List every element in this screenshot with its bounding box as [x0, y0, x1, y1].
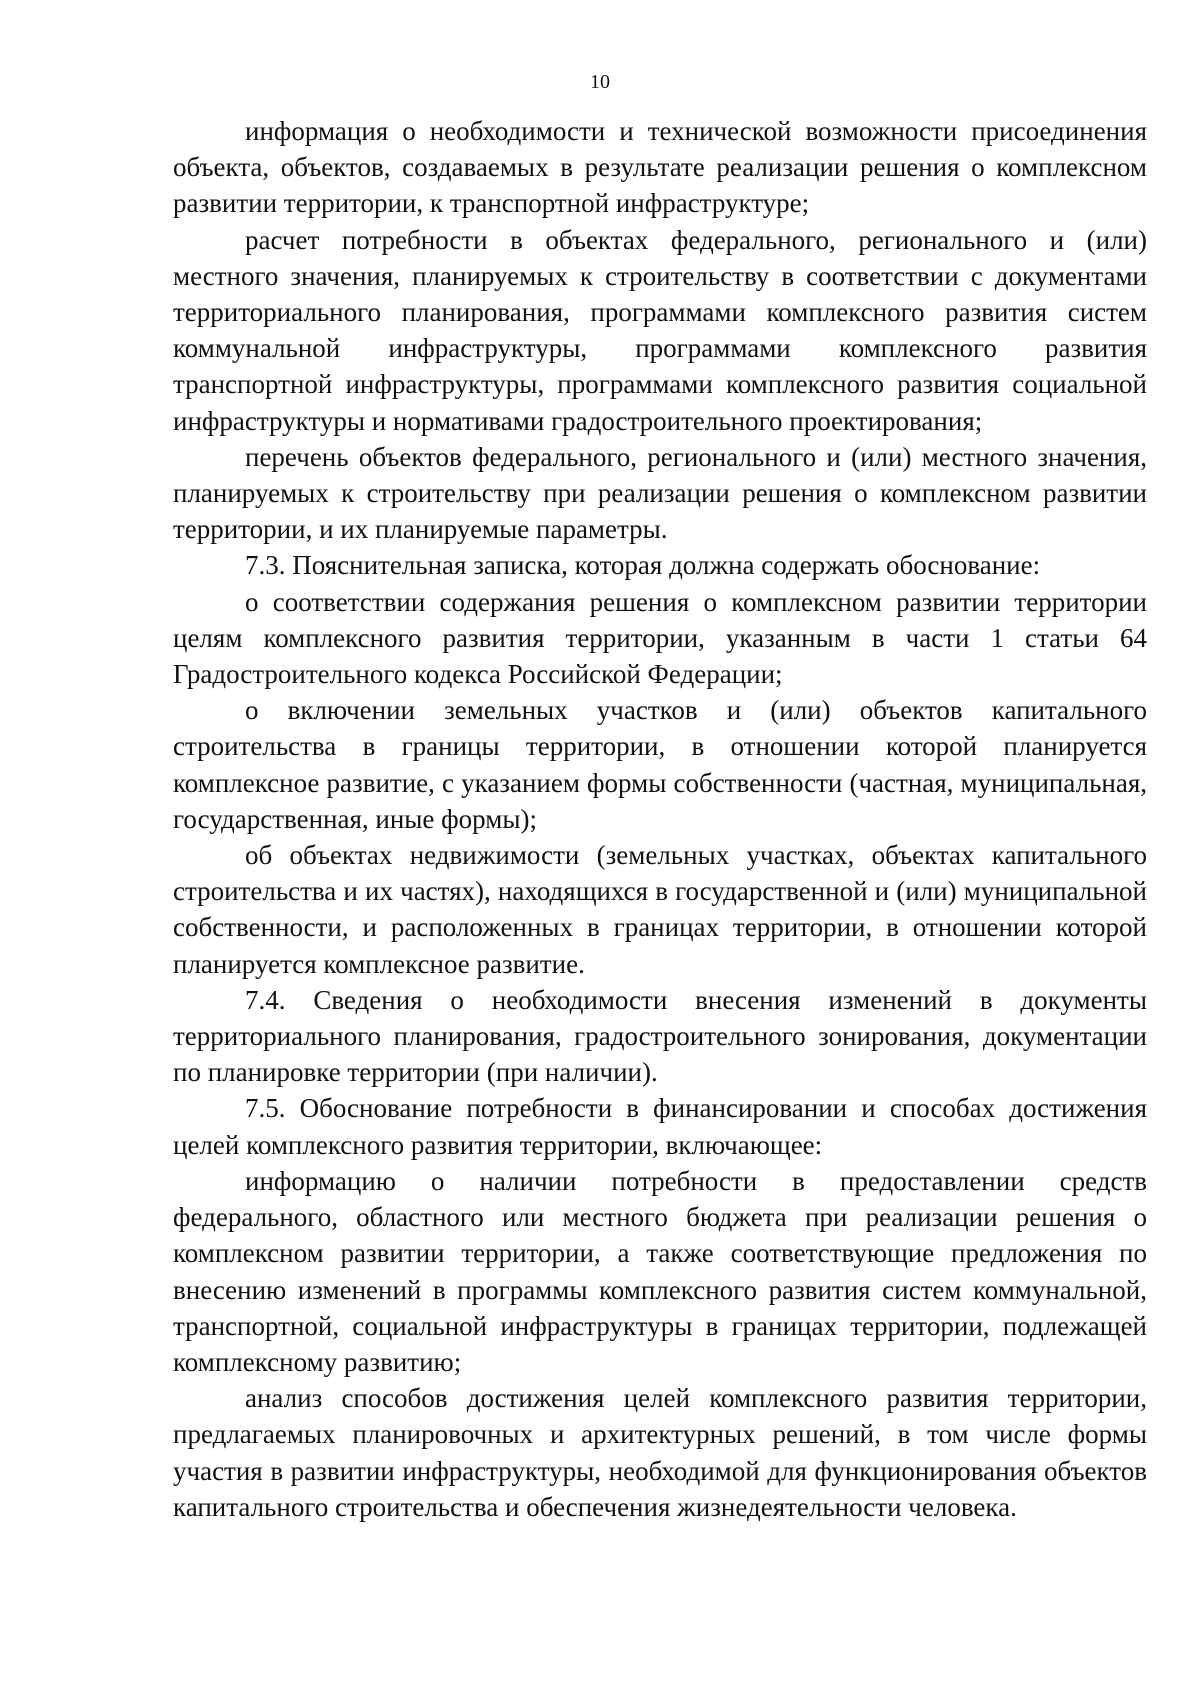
paragraph: о соответствии содержания решения о комплексном развитии территории целям комплексного развития территории, указанным в части 1 статьи 64 Градостроительного кодекса Российской Федерации;: [173, 586, 1147, 690]
page-number: 10: [590, 71, 610, 93]
paragraph: информацию о наличии потребности в предоставлении средств федерального, областного или местного бюджета при реализации решения о комплексном развитии территории, а также соответствующие предложения по внесению изменений в программы комплексного развития систем коммунальной, транспортной, социальной инфраструктуры в границах территории, подлежащей комплексному развитию;: [173, 1165, 1147, 1377]
paragraph-section-7-3: 7.3. Пояснительная записка, которая должна содержать обоснование:: [245, 550, 1041, 581]
paragraph: информация о необходимости и технической возможности присоединения объекта, объектов, создаваемых в результате реализации решения о комплексном развитии территории, к транспортной инфраструктуре;: [173, 116, 1147, 219]
paragraph-section-7-5: 7.5. Обоснование потребности в финансировании и способах достижения целей комплексного развития территории, включающее:: [173, 1093, 1147, 1160]
paragraph: перечень объектов федерального, регионального и (или) местного значения, планируемых к строительству при реализации решения о комплексном развитии территории, и их планируемые параметры.: [173, 441, 1147, 545]
paragraph-section-7-4: 7.4. Сведения о необходимости внесения изменений в документы территориального планирования, градостроительного зонирования, документации по планировке территории (при наличии).: [173, 984, 1147, 1088]
paragraph: об объектах недвижимости (земельных участках, объектах капитального строительства и их частях), находящихся в государственной и (или) муниципальной собственности, и расположенных в границах территории, в отношении которой планируется комплексное развитие.: [173, 840, 1147, 979]
paragraph: расчет потребности в объектах федерального, регионального и (или) местного значения, планируемых к строительству в соответствии с документами территориального планирования, программами комплексного развития систем коммунальной инфраструктуры, программами комплексного развития транспортной инфраструктуры, программами комплексного развития социальной инфраструктуры и нормативами градостроительного проектирования;: [173, 224, 1147, 436]
document-body: [173, 113, 1147, 1525]
paragraph: о включении земельных участков и (или) объектов капитального строительства в границы территории, в отношении которой планируется комплексное развитие, с указанием формы собственности (частная, муниципальная, государственная, иные формы);: [173, 695, 1147, 834]
paragraph: анализ способов достижения целей комплексного развития территории, предлагаемых планировочных и архитектурных решений, в том числе формы участия в развитии инфраструктуры, необходимой для функционирования объектов капитального строительства и обеспечения жизнедеятельности человека.: [173, 1383, 1147, 1522]
